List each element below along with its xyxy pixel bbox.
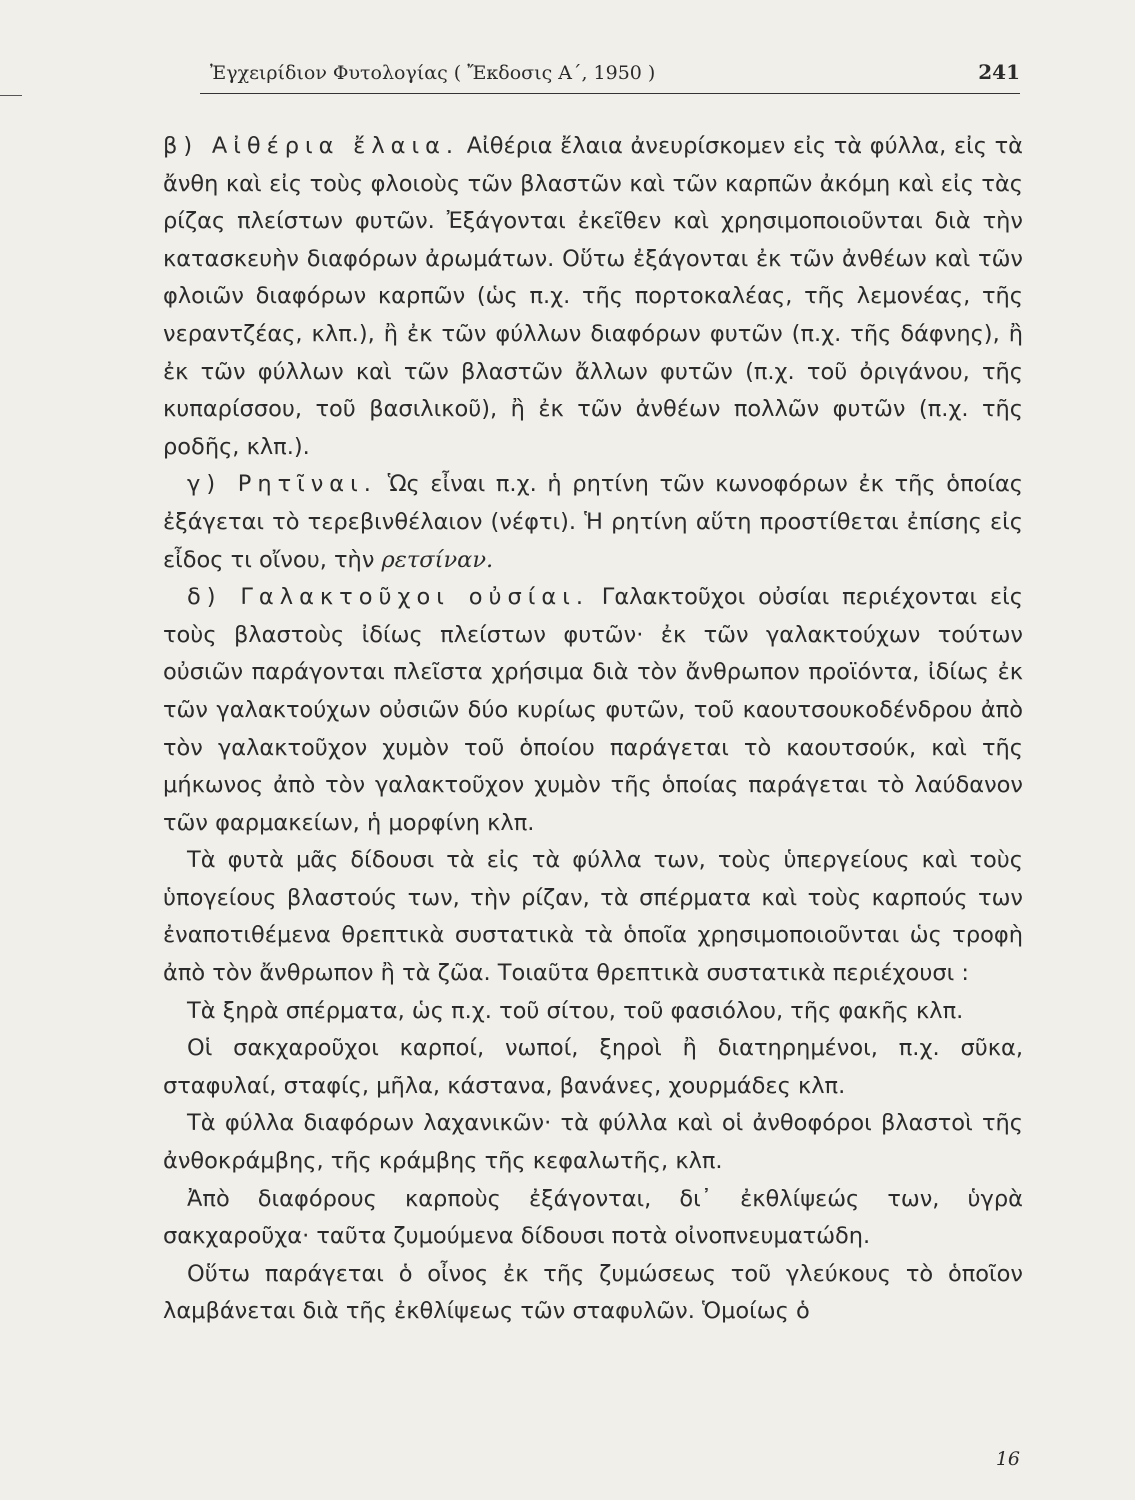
- header-rule: [200, 93, 1020, 94]
- page-number: 241: [978, 60, 1020, 84]
- paragraph-seeds: Τὰ ξηρὰ σπέρματα, ὡς π.χ. τοῦ σίτου, τοῦ φασιόλου, τῆς φακῆς κλπ.: [187, 997, 964, 1024]
- margin-mark: [0, 95, 22, 96]
- paragraph-latex: [163, 579, 1023, 842]
- italic-term: ρετσίναν.: [381, 546, 494, 573]
- paragraph-text: Αἰθέρια ἔλαια ἀνευρίσκομεν εἰς τὰ φύλλα, εἰς τὰ ἄνθη καὶ εἰς τοὺς φλοιοὺς τῶν βλαστῶν καὶ τῶν καρπῶν ἀκόμη καὶ εἰς τὰς ρίζας πλείστων φυτῶν. Ἐξάγονται ἐκεῖθεν καὶ χρησιμοποιοῦνται διὰ τὴν κατασκευὴν διαφόρων ἀρωμάτων. Οὕτω ἐξάγονται ἐκ τῶν ἀνθέων καὶ τῶν φλοιῶν διαφόρων καρπῶν (ὡς π.χ. τῆς πορτοκαλέας, τῆς λεμονέας, τῆς νεραντζέας, κλπ.), ἢ ἐκ τῶν φύλλων διαφόρων φυτῶν (π.χ. τῆς δάφνης), ἢ ἐκ τῶν φύλλων καὶ τῶν βλαστῶν ἄλλων φυτῶν (π.χ. τοῦ ὀριγάνου, τῆς κυπαρίσσου, τοῦ βασιλικοῦ), ἢ ἐκ τῶν ἀνθέων πολλῶν φυτῶν (π.χ. τῆς ροδῆς, κλπ.).: [163, 133, 1023, 460]
- section-heading: β) Αἰθέρια ἔλαια.: [163, 133, 460, 159]
- paragraph-fruits: Οἱ σακχαροῦχοι καρποί, νωποί, ξηροὶ ἢ διατηρημένοι, π.χ. σῦκα, σταφυλαί, σταφίς, μῆλα, κάστανα, βανάνες, χουρμάδες κλπ.: [163, 1035, 1023, 1099]
- section-heading: δ) Γαλακτοῦχοι οὐσίαι.: [187, 584, 589, 611]
- paragraph-leaves: Τὰ φύλλα διαφόρων λαχανικῶν· τὰ φύλλα καὶ οἱ ἀνθοφόροι βλαστοὶ τῆς ἀνθοκράμβης, τῆς κράμβης τῆς κεφαλωτῆς, κλπ.: [163, 1110, 1023, 1175]
- paragraph-nutrients: Τὰ φυτὰ μᾶς δίδουσι τὰ εἰς τὰ φύλλα των, τοὺς ὑπεργείους καὶ τοὺς ὑπογείους βλαστούς των, τὴν ρίζαν, τὰ σπέρματα καὶ τοὺς καρπούς των ἐναποτιθέμενα θρεπτικὰ συστατικὰ τὰ ὁποῖα χρησιμοποιοῦνται ὡς τροφὴ ἀπὸ τὸν ἄνθρωπον ἢ τὰ ζῶα. Τοιαῦτα θρεπτικὰ συστατικὰ περιέχουσι :: [163, 847, 1023, 987]
- paragraph-text: Γαλακτοῦχοι οὐσίαι περιέχονται εἰς τοὺς βλαστοὺς ἰδίως πλείστων φυτῶν· ἐκ τῶν γαλακτούχων τούτων οὐσιῶν παράγονται πλεῖστα χρήσιμα διὰ τὸν ἄνθρωπον προϊόντα, ἰδίως ἐκ τῶν γαλακτούχων οὐσιῶν δύο κυρίως φυτῶν, τοῦ καουτσουκοδένδρου ἀπὸ τὸν γαλακτοῦχον χυμὸν τοῦ ὁποίου παράγεται τὸ καουτσούκ, καὶ τῆς μήκωνος ἀπὸ τὸν γαλακτοῦχον χυμὸν τῆς ὁποίας παράγεται τὸ λαύδανον τῶν φαρμακείων, ἡ μορφίνη κλπ.: [163, 584, 1023, 836]
- section-heading: γ) Ρητῖναι.: [187, 471, 377, 498]
- paragraph-wine: Οὕτω παράγεται ὁ οἶνος ἐκ τῆς ζυμώσεως τοῦ γλεύκους τὸ ὁποῖον λαμβάνεται διὰ τῆς ἐκθλίψεως τῶν σταφυλῶν. Ὁμοίως ὁ: [163, 1260, 1023, 1325]
- running-title: Ἐγχειρίδιον Φυτολογίας ( Ἔκδοσις Α΄, 1950 ): [210, 62, 656, 84]
- signature-mark: 16: [995, 1448, 1020, 1470]
- paragraph-juices: Ἀπὸ διαφόρους καρποὺς ἐξάγονται, δι᾿ ἐκθλίψεώς των, ὑγρὰ σακχαροῦχα· ταῦτα ζυμούμενα δίδουσι ποτὰ οἰνοπνευματώδη.: [163, 1185, 1023, 1250]
- paragraph-text: Ὡς εἶναι π.χ. ἡ ρητίνη τῶν κωνοφόρων ἐκ τῆς ὁποίας ἐξάγεται τὸ τερεβινθέλαιον (νέφτι). Ἡ ρητίνη αὕτη προστίθεται ἐπίσης εἰς εἶδος τι οἴνου, τὴν: [163, 471, 1024, 573]
- page-header: [200, 58, 1020, 92]
- body-text: [163, 128, 1023, 1331]
- paragraph-essential-oils: [163, 128, 1023, 466]
- paragraph-resins: [163, 466, 1023, 579]
